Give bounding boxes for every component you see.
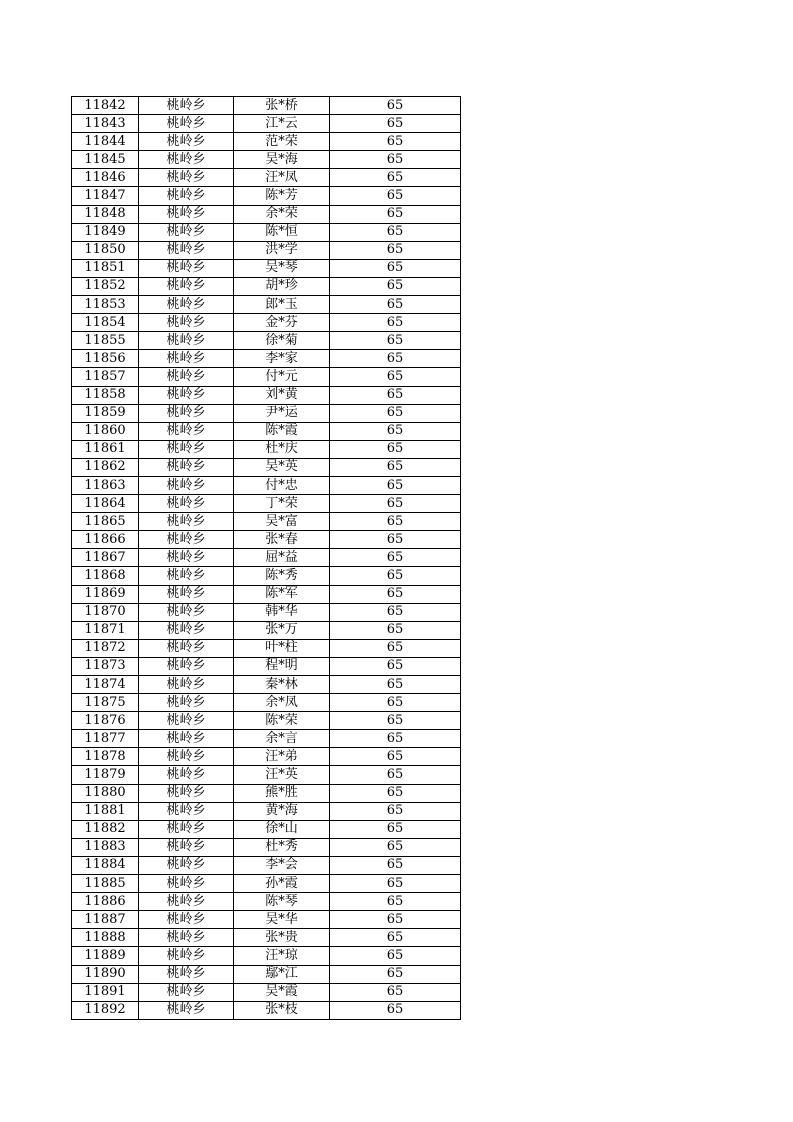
cell-town: 桃岭乡 <box>139 694 234 712</box>
cell-amount: 65 <box>330 784 461 802</box>
table-row <box>72 875 461 893</box>
cell-town: 桃岭乡 <box>139 495 234 513</box>
cell-town: 桃岭乡 <box>139 567 234 585</box>
table-row <box>72 169 461 187</box>
cell-amount: 65 <box>330 531 461 549</box>
cell-id: 11854 <box>72 314 139 332</box>
table-row <box>72 1001 461 1019</box>
cell-name: 徐*菊 <box>234 332 330 350</box>
cell-amount: 65 <box>330 947 461 965</box>
cell-id: 11855 <box>72 332 139 350</box>
cell-amount: 65 <box>330 368 461 386</box>
table-row <box>72 585 461 603</box>
cell-town: 桃岭乡 <box>139 368 234 386</box>
cell-name: 黄*海 <box>234 802 330 820</box>
cell-id: 11882 <box>72 820 139 838</box>
table-row <box>72 983 461 1001</box>
table-row <box>72 603 461 621</box>
cell-id: 11849 <box>72 223 139 241</box>
cell-id: 11880 <box>72 784 139 802</box>
cell-amount: 65 <box>330 1001 461 1019</box>
cell-id: 11843 <box>72 115 139 133</box>
cell-id: 11889 <box>72 947 139 965</box>
cell-town: 桃岭乡 <box>139 314 234 332</box>
cell-town: 桃岭乡 <box>139 820 234 838</box>
cell-amount: 65 <box>330 277 461 295</box>
table-row <box>72 495 461 513</box>
cell-id: 11850 <box>72 241 139 259</box>
cell-town: 桃岭乡 <box>139 603 234 621</box>
cell-amount: 65 <box>330 639 461 657</box>
cell-town: 桃岭乡 <box>139 730 234 748</box>
cell-amount: 65 <box>330 350 461 368</box>
cell-id: 11857 <box>72 368 139 386</box>
table-row <box>72 332 461 350</box>
table-row <box>72 621 461 639</box>
cell-name: 汪*琼 <box>234 947 330 965</box>
cell-town: 桃岭乡 <box>139 875 234 893</box>
cell-amount: 65 <box>330 115 461 133</box>
cell-id: 11867 <box>72 549 139 567</box>
table-row <box>72 676 461 694</box>
cell-town: 桃岭乡 <box>139 893 234 911</box>
cell-town: 桃岭乡 <box>139 549 234 567</box>
table-row <box>72 476 461 494</box>
cell-town: 桃岭乡 <box>139 350 234 368</box>
cell-amount: 65 <box>330 205 461 223</box>
cell-name: 汪*弟 <box>234 748 330 766</box>
cell-amount: 65 <box>330 585 461 603</box>
cell-town: 桃岭乡 <box>139 115 234 133</box>
cell-id: 11858 <box>72 386 139 404</box>
table-row <box>72 296 461 314</box>
cell-id: 11876 <box>72 712 139 730</box>
cell-name: 秦*林 <box>234 676 330 694</box>
cell-id: 11877 <box>72 730 139 748</box>
cell-id: 11856 <box>72 350 139 368</box>
cell-town: 桃岭乡 <box>139 296 234 314</box>
cell-name: 胡*珍 <box>234 277 330 295</box>
cell-name: 张*桥 <box>234 97 330 115</box>
table-row <box>72 259 461 277</box>
cell-amount: 65 <box>330 820 461 838</box>
cell-amount: 65 <box>330 187 461 205</box>
table-row <box>72 187 461 205</box>
cell-id: 11851 <box>72 259 139 277</box>
cell-amount: 65 <box>330 223 461 241</box>
cell-amount: 65 <box>330 875 461 893</box>
table-row <box>72 802 461 820</box>
cell-id: 11887 <box>72 911 139 929</box>
table-row <box>72 458 461 476</box>
cell-town: 桃岭乡 <box>139 947 234 965</box>
cell-name: 杜*秀 <box>234 838 330 856</box>
cell-amount: 65 <box>330 404 461 422</box>
cell-amount: 65 <box>330 748 461 766</box>
cell-amount: 65 <box>330 893 461 911</box>
cell-id: 11891 <box>72 983 139 1001</box>
cell-id: 11868 <box>72 567 139 585</box>
cell-amount: 65 <box>330 965 461 983</box>
table-row <box>72 513 461 531</box>
cell-id: 11864 <box>72 495 139 513</box>
cell-id: 11847 <box>72 187 139 205</box>
cell-town: 桃岭乡 <box>139 911 234 929</box>
table-row <box>72 712 461 730</box>
cell-town: 桃岭乡 <box>139 838 234 856</box>
cell-amount: 65 <box>330 657 461 675</box>
cell-id: 11873 <box>72 657 139 675</box>
cell-amount: 65 <box>330 133 461 151</box>
cell-id: 11871 <box>72 621 139 639</box>
table-row <box>72 314 461 332</box>
cell-name: 江*云 <box>234 115 330 133</box>
table-row <box>72 856 461 874</box>
cell-name: 丁*荣 <box>234 495 330 513</box>
cell-town: 桃岭乡 <box>139 983 234 1001</box>
table-row <box>72 820 461 838</box>
cell-name: 余*凤 <box>234 694 330 712</box>
cell-name: 张*万 <box>234 621 330 639</box>
cell-town: 桃岭乡 <box>139 766 234 784</box>
cell-town: 桃岭乡 <box>139 657 234 675</box>
cell-town: 桃岭乡 <box>139 151 234 169</box>
cell-town: 桃岭乡 <box>139 585 234 603</box>
cell-town: 桃岭乡 <box>139 259 234 277</box>
table-row <box>72 730 461 748</box>
cell-name: 孙*霞 <box>234 875 330 893</box>
cell-name: 范*荣 <box>234 133 330 151</box>
cell-id: 11878 <box>72 748 139 766</box>
cell-name: 李*家 <box>234 350 330 368</box>
cell-amount: 65 <box>330 458 461 476</box>
cell-amount: 65 <box>330 603 461 621</box>
cell-amount: 65 <box>330 476 461 494</box>
cell-amount: 65 <box>330 712 461 730</box>
cell-name: 张*春 <box>234 531 330 549</box>
table-row <box>72 549 461 567</box>
table-row <box>72 368 461 386</box>
cell-amount: 65 <box>330 440 461 458</box>
cell-id: 11874 <box>72 676 139 694</box>
data-table <box>71 96 461 1020</box>
cell-id: 11881 <box>72 802 139 820</box>
cell-amount: 65 <box>330 766 461 784</box>
table-row <box>72 694 461 712</box>
cell-town: 桃岭乡 <box>139 965 234 983</box>
cell-town: 桃岭乡 <box>139 187 234 205</box>
cell-town: 桃岭乡 <box>139 97 234 115</box>
cell-id: 11890 <box>72 965 139 983</box>
cell-town: 桃岭乡 <box>139 639 234 657</box>
cell-name: 陈*恒 <box>234 223 330 241</box>
cell-town: 桃岭乡 <box>139 458 234 476</box>
cell-town: 桃岭乡 <box>139 332 234 350</box>
table-row <box>72 531 461 549</box>
table-row <box>72 657 461 675</box>
cell-id: 11870 <box>72 603 139 621</box>
cell-town: 桃岭乡 <box>139 784 234 802</box>
cell-id: 11883 <box>72 838 139 856</box>
cell-town: 桃岭乡 <box>139 712 234 730</box>
cell-name: 尹*运 <box>234 404 330 422</box>
cell-name: 陈*琴 <box>234 893 330 911</box>
cell-town: 桃岭乡 <box>139 404 234 422</box>
cell-id: 11853 <box>72 296 139 314</box>
table-body <box>72 97 461 1020</box>
table-row <box>72 639 461 657</box>
cell-id: 11875 <box>72 694 139 712</box>
cell-name: 吴*富 <box>234 513 330 531</box>
table-row <box>72 151 461 169</box>
cell-amount: 65 <box>330 856 461 874</box>
cell-id: 11842 <box>72 97 139 115</box>
cell-amount: 65 <box>330 151 461 169</box>
cell-amount: 65 <box>330 549 461 567</box>
cell-amount: 65 <box>330 929 461 947</box>
table-row <box>72 947 461 965</box>
cell-name: 吴*琴 <box>234 259 330 277</box>
cell-name: 付*忠 <box>234 476 330 494</box>
cell-name: 金*芬 <box>234 314 330 332</box>
cell-name: 郎*玉 <box>234 296 330 314</box>
cell-name: 张*贵 <box>234 929 330 947</box>
table-row <box>72 386 461 404</box>
cell-name: 叶*柱 <box>234 639 330 657</box>
cell-name: 洪*学 <box>234 241 330 259</box>
cell-name: 付*元 <box>234 368 330 386</box>
cell-town: 桃岭乡 <box>139 422 234 440</box>
table-row <box>72 766 461 784</box>
cell-id: 11888 <box>72 929 139 947</box>
table-row <box>72 929 461 947</box>
cell-id: 11862 <box>72 458 139 476</box>
table-row <box>72 748 461 766</box>
cell-name: 程*明 <box>234 657 330 675</box>
table-row <box>72 440 461 458</box>
cell-town: 桃岭乡 <box>139 1001 234 1019</box>
cell-town: 桃岭乡 <box>139 676 234 694</box>
cell-town: 桃岭乡 <box>139 169 234 187</box>
cell-name: 陈*芳 <box>234 187 330 205</box>
cell-id: 11866 <box>72 531 139 549</box>
cell-id: 11885 <box>72 875 139 893</box>
cell-town: 桃岭乡 <box>139 440 234 458</box>
cell-town: 桃岭乡 <box>139 621 234 639</box>
table-row <box>72 277 461 295</box>
cell-amount: 65 <box>330 495 461 513</box>
cell-amount: 65 <box>330 97 461 115</box>
table-row <box>72 911 461 929</box>
cell-town: 桃岭乡 <box>139 386 234 404</box>
cell-amount: 65 <box>330 694 461 712</box>
table-row <box>72 404 461 422</box>
cell-id: 11879 <box>72 766 139 784</box>
cell-amount: 65 <box>330 730 461 748</box>
table-row <box>72 784 461 802</box>
cell-amount: 65 <box>330 802 461 820</box>
cell-amount: 65 <box>330 567 461 585</box>
cell-name: 汪*英 <box>234 766 330 784</box>
cell-name: 陈*霞 <box>234 422 330 440</box>
cell-name: 吴*华 <box>234 911 330 929</box>
cell-id: 11863 <box>72 476 139 494</box>
cell-id: 11848 <box>72 205 139 223</box>
cell-amount: 65 <box>330 911 461 929</box>
cell-name: 韩*华 <box>234 603 330 621</box>
cell-amount: 65 <box>330 241 461 259</box>
cell-town: 桃岭乡 <box>139 277 234 295</box>
cell-town: 桃岭乡 <box>139 856 234 874</box>
cell-amount: 65 <box>330 259 461 277</box>
cell-name: 余*荣 <box>234 205 330 223</box>
cell-amount: 65 <box>330 314 461 332</box>
cell-amount: 65 <box>330 296 461 314</box>
table-row <box>72 567 461 585</box>
table-row <box>72 838 461 856</box>
cell-name: 徐*山 <box>234 820 330 838</box>
cell-name: 余*言 <box>234 730 330 748</box>
cell-town: 桃岭乡 <box>139 205 234 223</box>
cell-town: 桃岭乡 <box>139 513 234 531</box>
cell-town: 桃岭乡 <box>139 223 234 241</box>
cell-id: 11869 <box>72 585 139 603</box>
cell-id: 11844 <box>72 133 139 151</box>
cell-amount: 65 <box>330 513 461 531</box>
cell-name: 刘*黄 <box>234 386 330 404</box>
cell-id: 11884 <box>72 856 139 874</box>
table-row <box>72 893 461 911</box>
cell-id: 11892 <box>72 1001 139 1019</box>
cell-amount: 65 <box>330 676 461 694</box>
cell-id: 11861 <box>72 440 139 458</box>
cell-id: 11846 <box>72 169 139 187</box>
cell-name: 鄢*江 <box>234 965 330 983</box>
table-row <box>72 965 461 983</box>
cell-amount: 65 <box>330 169 461 187</box>
cell-name: 陈*军 <box>234 585 330 603</box>
cell-name: 陈*荣 <box>234 712 330 730</box>
cell-name: 吴*霞 <box>234 983 330 1001</box>
cell-amount: 65 <box>330 621 461 639</box>
cell-amount: 65 <box>330 838 461 856</box>
cell-name: 杜*庆 <box>234 440 330 458</box>
table-row <box>72 422 461 440</box>
cell-amount: 65 <box>330 983 461 1001</box>
cell-name: 陈*秀 <box>234 567 330 585</box>
cell-town: 桃岭乡 <box>139 476 234 494</box>
cell-town: 桃岭乡 <box>139 241 234 259</box>
cell-id: 11852 <box>72 277 139 295</box>
table-row <box>72 241 461 259</box>
cell-name: 屈*益 <box>234 549 330 567</box>
cell-town: 桃岭乡 <box>139 929 234 947</box>
table-row <box>72 133 461 151</box>
cell-amount: 65 <box>330 332 461 350</box>
cell-id: 11859 <box>72 404 139 422</box>
cell-town: 桃岭乡 <box>139 802 234 820</box>
cell-id: 11860 <box>72 422 139 440</box>
cell-name: 吴*英 <box>234 458 330 476</box>
table-row <box>72 97 461 115</box>
cell-town: 桃岭乡 <box>139 531 234 549</box>
cell-name: 李*会 <box>234 856 330 874</box>
table-row <box>72 205 461 223</box>
table-row <box>72 223 461 241</box>
cell-name: 熊*胜 <box>234 784 330 802</box>
cell-name: 吴*海 <box>234 151 330 169</box>
table-row <box>72 115 461 133</box>
cell-id: 11865 <box>72 513 139 531</box>
cell-amount: 65 <box>330 422 461 440</box>
cell-town: 桃岭乡 <box>139 748 234 766</box>
cell-id: 11845 <box>72 151 139 169</box>
cell-name: 汪*凤 <box>234 169 330 187</box>
cell-town: 桃岭乡 <box>139 133 234 151</box>
table-row <box>72 350 461 368</box>
cell-id: 11872 <box>72 639 139 657</box>
cell-id: 11886 <box>72 893 139 911</box>
cell-amount: 65 <box>330 386 461 404</box>
cell-name: 张*枝 <box>234 1001 330 1019</box>
